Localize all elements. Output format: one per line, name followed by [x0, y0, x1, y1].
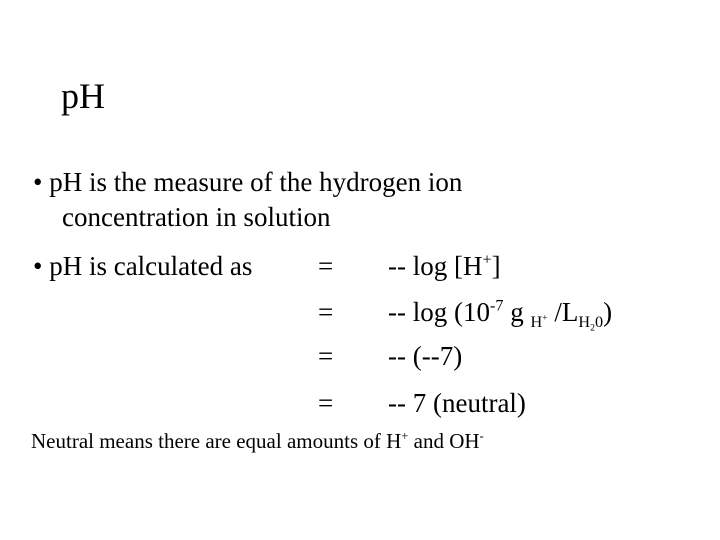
superscript: + [401, 428, 409, 443]
equals-sign-2: = [318, 297, 334, 327]
subscript-text: 0 [594, 312, 604, 331]
footnote-text: and OH [408, 429, 480, 453]
equation-rhs-3: -- (--7) [388, 341, 463, 371]
subscript-text: H [578, 312, 591, 331]
superscript: - [479, 428, 484, 443]
footnote [31, 428, 484, 454]
equation-rhs-2 [388, 296, 613, 334]
rhs-text: /L [547, 297, 579, 327]
footnote-text: Neutral means there are equal amounts of H [31, 429, 402, 453]
equals-sign-4: = [318, 388, 334, 418]
bullet-1 [33, 166, 462, 198]
rhs-text: ) [603, 297, 613, 327]
bullet-1-text: pH is the measure of the hydrogen ion [49, 167, 463, 197]
subscript [530, 313, 547, 331]
exponent: -7 [489, 296, 504, 315]
equation-rhs-4: -- 7 (neutral) [388, 388, 526, 418]
rhs-text: g [503, 297, 531, 327]
subscript-text: H [530, 312, 543, 331]
subscript: 2 [590, 322, 595, 334]
equals-sign-3: = [318, 341, 334, 371]
rhs-text: -- log (10 [388, 297, 490, 327]
bullet-1-continuation: concentration in solution [62, 202, 331, 232]
bullet-2 [33, 250, 252, 282]
rhs-text: -- log [H [388, 251, 483, 281]
subscript [578, 312, 604, 334]
equation-rhs-1 [388, 250, 501, 282]
slide-title: pH [61, 76, 105, 116]
bullet-2-text: pH is calculated as [49, 251, 253, 281]
superscript: + [542, 312, 548, 324]
equals-sign-1: = [318, 251, 334, 281]
bullet-marker: • [33, 167, 43, 197]
superscript: + [482, 250, 492, 269]
bullet-marker: • [33, 251, 43, 281]
rhs-text: ] [491, 251, 501, 281]
